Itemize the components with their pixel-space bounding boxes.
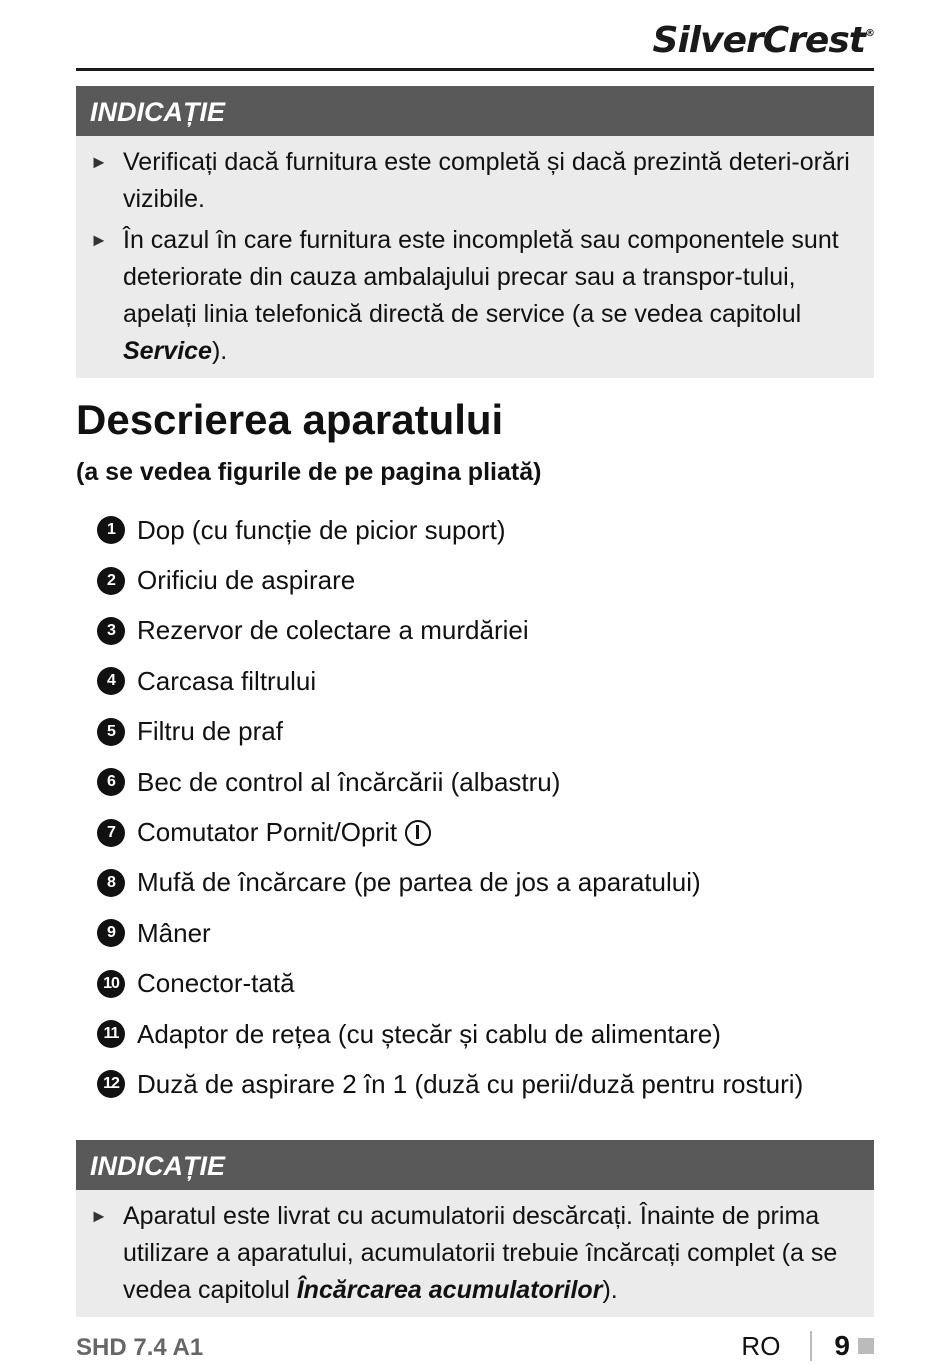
- number-badge: 5: [97, 718, 125, 746]
- number-badge: 6: [97, 768, 125, 796]
- number-badge: 2: [97, 567, 125, 595]
- section-title: Descrierea aparatului: [76, 396, 504, 443]
- list-item: 4 Carcasa filtrului: [97, 656, 803, 706]
- number-badge: 4: [97, 667, 125, 695]
- header-rule: [76, 68, 874, 71]
- number-badge: 11: [97, 1020, 125, 1048]
- square-marker-icon: [858, 1338, 874, 1354]
- note-title: INDICAȚIE: [76, 86, 874, 136]
- list-item: 10 Conector-tată: [97, 959, 803, 1009]
- note-box-1: [76, 86, 874, 378]
- number-badge: 10: [97, 970, 125, 998]
- number-badge: 9: [97, 919, 125, 947]
- brand-logo: SilverCrest®: [652, 20, 874, 61]
- footer-model: SHD 7.4 A1: [76, 1334, 204, 1361]
- chapter-reference: Service: [123, 337, 212, 365]
- footer-divider: [810, 1331, 812, 1361]
- list-item: 11 Adaptor de rețea (cu ștecăr și cablu de alimentare): [97, 1009, 803, 1059]
- number-badge: 7: [97, 819, 125, 847]
- number-badge: 1: [97, 516, 125, 544]
- list-item: 6 Bec de control al încărcării (albastru): [97, 757, 803, 807]
- note-bullet: ► În cazul în care furnitura este incompletă sau componentele sunt deteriorate din cauza ambalajului precar sau a transpor-tului, apelați linia telefonică directă de service (a se vedea capitolul Service).: [90, 222, 854, 370]
- list-item: 9 Mâner: [97, 908, 803, 958]
- note-bullet: ► Verificați dacă furnitura este completă și dacă prezintă deteri-orări vizibile.: [90, 144, 854, 218]
- list-item: 5 Filtru de praf: [97, 707, 803, 757]
- parts-list: [97, 505, 803, 1110]
- list-item: 3 Rezervor de colectare a murdăriei: [97, 606, 803, 656]
- list-item: 12 Duză de aspirare 2 în 1 (duză cu perii/duză pentru rosturi): [97, 1059, 803, 1109]
- section-subtitle: (a se vedea figurile de pe pagina pliată): [76, 458, 542, 486]
- list-item: 1 Dop (cu funcție de picior suport): [97, 505, 803, 555]
- note-bullet: ► Aparatul este livrat cu acumulatorii descărcați. Înainte de prima utilizare a aparatului, acumulatorii trebuie încărcați complet (a se vedea capitolul Încărcarea acumulatorilor).: [90, 1198, 854, 1309]
- note-box-2: [76, 1140, 874, 1317]
- footer-page-info: [741, 1330, 874, 1362]
- triangle-right-icon: ►: [90, 1206, 108, 1226]
- chapter-reference: Încărcarea acumulatorilor: [296, 1276, 603, 1304]
- footer-language: RO: [741, 1330, 781, 1361]
- triangle-right-icon: ►: [90, 230, 108, 250]
- power-icon: [405, 820, 431, 846]
- list-item: 7 Comutator Pornit/Oprit: [97, 807, 803, 857]
- number-badge: 3: [97, 617, 125, 645]
- list-item: 2 Orificiu de aspirare: [97, 555, 803, 605]
- number-badge: 12: [97, 1070, 125, 1098]
- number-badge: 8: [97, 869, 125, 897]
- triangle-right-icon: ►: [90, 152, 108, 172]
- page-number: 9: [834, 1330, 850, 1361]
- list-item: 8 Mufă de încărcare (pe partea de jos a aparatului): [97, 858, 803, 908]
- note-title: INDICAȚIE: [76, 1140, 874, 1190]
